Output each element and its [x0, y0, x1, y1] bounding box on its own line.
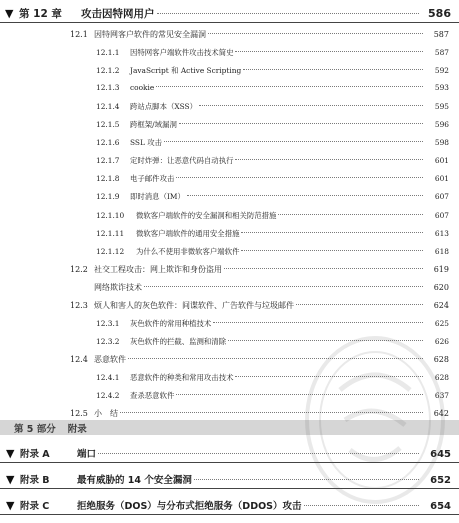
dot-leader	[235, 159, 423, 160]
entry-number: 12.1.7	[96, 156, 120, 166]
entry-title: 微软客户端软件的安全漏洞和相关防范措施	[136, 210, 277, 220]
triangle-down-icon: ▼	[6, 447, 15, 460]
appendix-label: 附录 B	[20, 475, 50, 486]
entry-number: 12.1.6	[96, 138, 120, 148]
triangle-down-icon: ▼	[6, 473, 15, 486]
entry-number: 12.1.5	[96, 120, 120, 130]
toc-entry[interactable]	[0, 65, 459, 76]
entry-page: 601	[434, 156, 449, 166]
entry-page: 619	[433, 264, 449, 274]
chapter-title: 攻击因特网用户	[81, 8, 155, 20]
entry-page: 637	[434, 391, 449, 400]
toc-entry[interactable]	[0, 282, 459, 293]
toc-entry[interactable]	[0, 228, 459, 239]
dot-leader	[235, 376, 423, 377]
entry-number: 12.3.1	[96, 318, 120, 328]
entry-number: 12.2	[70, 264, 88, 274]
entry-number: 12.4.1	[96, 372, 120, 382]
entry-title: 因特网客户端软件攻击技术简史	[130, 48, 234, 58]
part-heading	[14, 421, 99, 435]
toc-entry[interactable]	[0, 47, 459, 58]
dot-leader	[224, 268, 423, 269]
entry-page: 628	[434, 372, 449, 382]
entry-page: 607	[434, 210, 449, 220]
toc-entry[interactable]	[0, 191, 459, 202]
entry-page: 598	[434, 138, 449, 148]
entry-number: 12.1.9	[96, 192, 120, 202]
entry-page: 587	[433, 30, 449, 39]
toc-entry[interactable]	[0, 336, 459, 347]
appendix-rule	[0, 462, 459, 463]
entry-page: 592	[434, 66, 449, 76]
dot-leader	[98, 453, 419, 454]
appendix-a[interactable]	[0, 446, 459, 460]
dot-leader	[128, 358, 423, 359]
entry-page: 626	[434, 336, 449, 346]
dot-leader	[241, 232, 423, 233]
entry-title: 电子邮件攻击	[130, 174, 175, 184]
entry-title: cookie	[130, 83, 155, 93]
entry-page: 587	[434, 48, 449, 58]
dot-leader	[278, 214, 423, 215]
toc-entry[interactable]	[0, 318, 459, 329]
entry-page: 628	[433, 354, 449, 364]
appendix-c[interactable]	[0, 498, 459, 512]
entry-title: 为什么不使用非微软客户端软件	[136, 246, 240, 256]
entry-title: 跨站点脚本（XSS）	[130, 102, 197, 112]
dot-leader	[296, 304, 423, 305]
entry-title: SSL 攻击	[130, 138, 163, 148]
appendix-title: 端口	[77, 449, 97, 460]
appendix-rule	[0, 514, 459, 515]
entry-title: JavaScript 和 Active Scripting	[130, 66, 242, 76]
entry-title: 定时炸弹：让恶意代码自动执行	[130, 156, 234, 166]
entry-title: 恶意软件	[94, 354, 126, 364]
entry-page: 642	[433, 409, 449, 419]
dot-leader	[156, 86, 423, 87]
entry-page: 624	[433, 300, 449, 310]
toc-entry[interactable]	[0, 372, 459, 383]
entry-number: 12.3	[70, 300, 88, 310]
entry-number: 12.1.10	[96, 210, 125, 220]
dot-leader	[187, 195, 423, 196]
entry-number: 12.1.11	[96, 228, 125, 238]
toc-entry[interactable]	[0, 354, 459, 365]
dot-leader	[199, 105, 423, 106]
entry-title: 社交工程攻击：网上欺诈和身份盗用	[94, 264, 222, 274]
dot-leader	[157, 13, 420, 14]
dot-leader	[213, 322, 423, 323]
entry-title: 微软客户端软件的通用安全措施	[136, 228, 240, 238]
toc-entry[interactable]	[0, 264, 459, 275]
toc-entry[interactable]	[0, 83, 459, 92]
toc-entry[interactable]	[0, 137, 459, 148]
dot-leader	[228, 340, 423, 341]
dot-leader	[208, 33, 423, 34]
dot-leader	[144, 286, 423, 287]
dot-leader	[194, 479, 419, 480]
entry-number: 12.1.3	[96, 83, 120, 93]
toc-entry[interactable]	[0, 155, 459, 166]
triangle-down-icon: ▼	[6, 499, 15, 512]
dot-leader	[176, 177, 423, 178]
dot-leader	[241, 250, 423, 251]
entry-page: 593	[434, 83, 449, 93]
entry-number: 12.1.1	[96, 48, 120, 58]
appendix-label: 附录 C	[20, 501, 50, 512]
entry-title: 恶意软件的种类和常用攻击技术	[130, 372, 234, 382]
dot-leader	[235, 51, 423, 52]
dot-leader	[120, 412, 423, 413]
dot-leader	[243, 69, 423, 70]
dot-leader	[164, 141, 423, 142]
appendix-page: 654	[430, 501, 451, 512]
toc-entry[interactable]	[0, 119, 459, 130]
entry-title: 烦人和害人的灰色软件：间谍软件、广告软件与垃圾邮件	[94, 300, 294, 310]
triangle-down-icon: ▼	[5, 7, 14, 20]
entry-title: 网络欺诈技术	[94, 282, 142, 292]
entry-title: 小 结	[94, 409, 118, 419]
entry-title: 查杀恶意软件	[130, 391, 175, 400]
entry-number: 12.1	[70, 30, 88, 39]
entry-number: 12.1.8	[96, 174, 120, 184]
appendix-title: 最有威胁的 14 个安全漏洞	[77, 475, 192, 486]
dot-leader	[176, 394, 423, 395]
appendix-label: 附录 A	[20, 449, 50, 460]
entry-title: 因特网客户软件的常见安全漏洞	[94, 30, 206, 39]
dot-leader	[304, 505, 420, 506]
entry-title: 跨框架/域漏洞	[130, 120, 177, 130]
entry-number: 12.5	[70, 409, 88, 419]
entry-page: 625	[434, 318, 449, 328]
entry-page: 620	[433, 282, 449, 292]
entry-page: 595	[434, 102, 449, 112]
entry-number: 12.4	[70, 354, 88, 364]
appendix-title: 拒绝服务（DOS）与分布式拒绝服务（DDOS）攻击	[77, 501, 302, 512]
entry-number: 12.1.4	[96, 102, 120, 112]
appendix-page: 652	[430, 475, 451, 486]
entry-page: 613	[434, 228, 449, 238]
chapter-number: 第 12 章	[19, 8, 62, 20]
dot-leader	[179, 123, 423, 124]
toc-entry[interactable]	[0, 300, 459, 311]
toc-entry[interactable]	[0, 390, 459, 401]
entry-page: 607	[434, 192, 449, 202]
chapter-heading[interactable]	[0, 6, 459, 21]
toc-entry[interactable]	[0, 101, 459, 112]
entry-title: 灰色软件的常用种植技术	[130, 318, 212, 328]
toc-entry[interactable]	[0, 173, 459, 184]
toc-entry[interactable]	[0, 210, 459, 221]
entry-title: 即时消息（IM）	[130, 192, 185, 202]
entry-number: 12.3.2	[96, 336, 120, 346]
appendix-page: 645	[430, 449, 451, 460]
toc-entry[interactable]	[0, 246, 459, 257]
part-label: 第 5 部分	[14, 424, 56, 435]
appendix-b[interactable]	[0, 472, 459, 486]
entry-page: 601	[434, 174, 449, 184]
entry-page: 618	[434, 246, 449, 256]
toc-entry[interactable]	[0, 29, 459, 40]
chapter-page: 586	[428, 7, 451, 20]
toc-entry[interactable]	[0, 408, 459, 419]
entry-title: 灰色软件的拦截、监测和清除	[130, 336, 227, 346]
entry-number: 12.1.12	[96, 246, 125, 256]
part-title: 附录	[67, 424, 87, 435]
entry-page: 596	[434, 120, 449, 130]
appendix-rule	[0, 488, 459, 489]
entry-number: 12.1.2	[96, 66, 120, 76]
entry-number: 12.4.2	[96, 391, 120, 400]
chapter-rule	[0, 22, 459, 23]
